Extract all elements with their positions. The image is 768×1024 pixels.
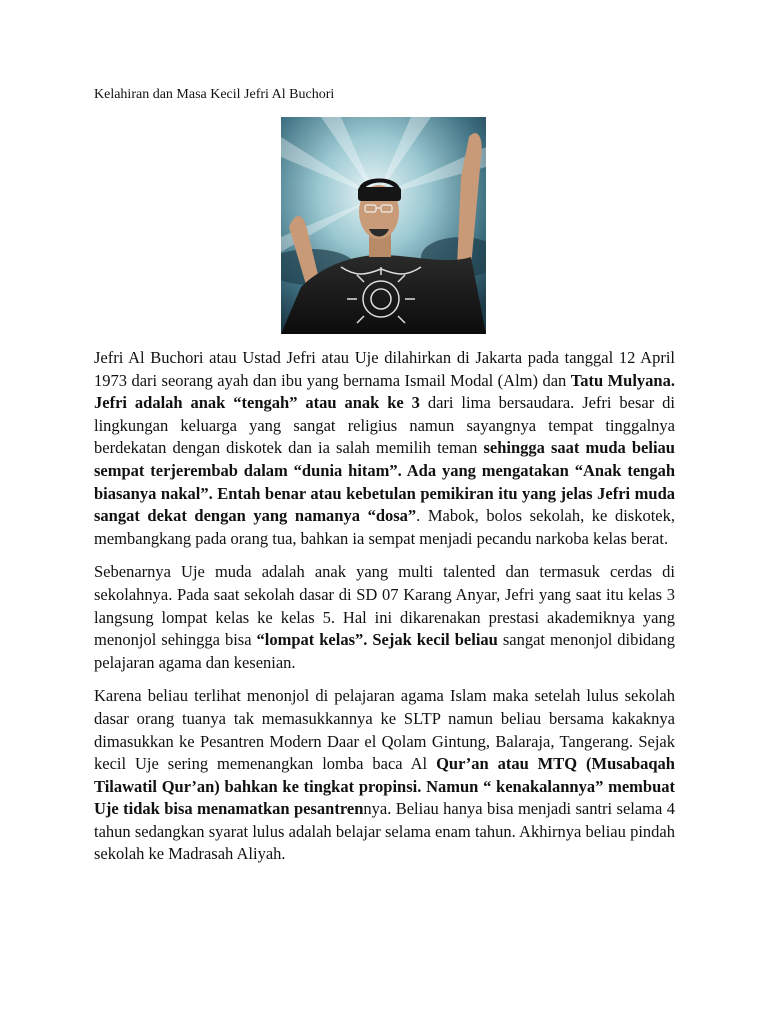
- bold-text-run: Qur’an atau MTQ (Musabaqah Tilawatil Qur’an) bahkan ke tingkat propinsi. Namun “ kenakalannya” membuat Uje tidak bisa menamatkan pesantren: [94, 754, 675, 819]
- portrait-photo: [281, 117, 486, 334]
- text-run: nya. Beliau hanya bisa menjadi santri selama 4 tahun sedangkan syarat lulus adalah belajar selama enam tahun. Akhirnya beliau pindah sekolah ke Madrasah Aliyah.: [94, 799, 675, 864]
- paragraph-birth: [94, 347, 675, 550]
- paragraph-pesantren: [94, 685, 675, 866]
- text-run: Karena beliau terlihat menonjol di pelajaran agama Islam maka setelah lulus sekolah dasar orang tuanya tak memasukkannya ke SLTP namun beliau bersama kakaknya dimasukkan ke Pesantren Modern Daar el Qolam Gintung, Balaraja, Tangerang. Sejak kecil Uje sering memenangkan lomba baca Al: [94, 686, 675, 774]
- document-title: Kelahiran dan Masa Kecil Jefri Al Buchori: [94, 87, 335, 102]
- text-run: Sebenarnya Uje muda adalah anak yang multi talented dan termasuk cerdas di sekolahnya. Pada saat sekolah dasar di SD 07 Karang Anyar, Jefri yang saat itu kelas 3 langsung lompat kelas ke kelas 5. Hal ini dikarenakan prestasi akademiknya yang menonjol sehingga bisa: [94, 562, 675, 650]
- text-run: dari lima bersaudara. Jefri besar di lingkungan keluarga yang sangat religius namun sayangnya tempat tinggalnya berdekatan dengan diskotek dan ia salah memilih teman: [94, 393, 675, 458]
- portrait-illustration: [281, 117, 486, 334]
- paragraph-school: [94, 561, 675, 674]
- bold-text-run: “lompat kelas”. Sejak kecil beliau: [256, 630, 498, 650]
- article-body: [94, 347, 675, 877]
- text-run: Jefri Al Buchori atau Ustad Jefri atau Uje dilahirkan di Jakarta pada tanggal 12 April 1973 dari seorang ayah dan ibu yang bernama Ismail Modal (Alm) dan: [94, 348, 675, 390]
- text-run: sangat menonjol dibidang pelajaran agama dan kesenian.: [94, 630, 676, 672]
- text-run: . Mabok, bolos sekolah, ke diskotek, membangkang pada orang tua, bahkan ia sempat menjadi pecandu narkoba kelas berat.: [94, 506, 675, 548]
- bold-text-run: sehingga saat muda beliau sempat terjerembab dalam “dunia hitam”. Ada yang mengatakan “Anak tengah biasanya nakal”. Entah benar atau kebetulan pemikiran itu yang jelas Jefri muda sangat dekat dengan yang namanya “dosa”: [94, 438, 675, 526]
- bold-text-run: Tatu Mulyana. Jefri adalah anak “tengah” atau anak ke 3: [94, 370, 675, 413]
